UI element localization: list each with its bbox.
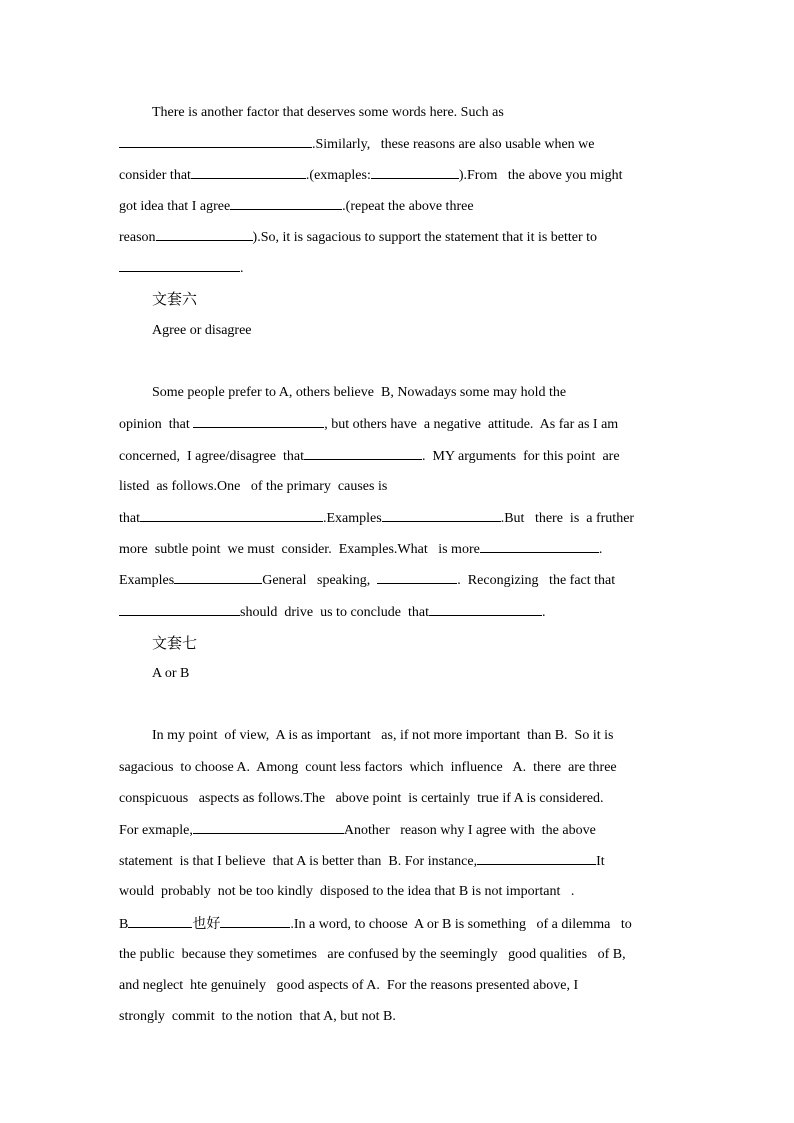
line-text: For exmaple, bbox=[119, 823, 193, 838]
paragraph-line bbox=[119, 228, 597, 247]
line-text: General speaking, bbox=[262, 573, 378, 588]
line-text: more subtle point we must consider. Examples.What is more bbox=[119, 542, 480, 557]
line-text: ).From the above you might bbox=[458, 168, 623, 183]
line-text: concerned, I agree/disagree that bbox=[119, 449, 305, 464]
line-text: Some people prefer to A, others believe B, Nowadays some may hold the bbox=[152, 385, 567, 400]
line-text: .(exmaples: bbox=[305, 168, 371, 183]
paragraph-line bbox=[152, 727, 613, 745]
line-text: B bbox=[119, 917, 129, 932]
line-text: consider that bbox=[119, 168, 191, 183]
line-text: strongly commit to the notion that A, but not B. bbox=[119, 1009, 396, 1024]
fill-blank[interactable] bbox=[128, 915, 192, 928]
line-text: A or B bbox=[152, 666, 190, 681]
line-text: would probably not be too kindly disposed to the idea that B is not important . bbox=[119, 884, 575, 899]
paragraph-line bbox=[119, 946, 626, 964]
line-text: got idea that I agree bbox=[119, 199, 231, 214]
section-subheading bbox=[152, 665, 189, 683]
paragraph-line bbox=[119, 977, 578, 995]
line-text: the public because they sometimes are confused by the seemingly good qualities of B, bbox=[119, 947, 626, 962]
line-text: Agree or disagree bbox=[152, 323, 252, 338]
paragraph-line bbox=[119, 478, 387, 496]
fill-blank[interactable] bbox=[429, 603, 542, 616]
fill-blank[interactable] bbox=[119, 603, 240, 616]
line-text: There is another factor that deserves some words here. Such as bbox=[152, 105, 504, 120]
fill-blank[interactable] bbox=[304, 447, 422, 460]
section-subheading bbox=[152, 322, 252, 340]
fill-blank[interactable] bbox=[174, 571, 262, 584]
line-text: .Similarly, these reasons are also usable when we bbox=[312, 137, 595, 152]
paragraph-line bbox=[119, 915, 632, 934]
fill-blank[interactable] bbox=[193, 821, 344, 834]
section-heading: 文套七 bbox=[152, 634, 198, 652]
paragraph-line bbox=[119, 759, 617, 777]
fill-blank[interactable] bbox=[480, 540, 599, 553]
fill-blank[interactable] bbox=[371, 166, 459, 179]
fill-blank[interactable] bbox=[193, 415, 324, 428]
paragraph-line bbox=[119, 821, 596, 840]
fill-blank[interactable] bbox=[119, 135, 312, 148]
line-text: . bbox=[541, 605, 546, 620]
paragraph-line bbox=[152, 384, 566, 402]
fill-blank[interactable] bbox=[119, 259, 240, 272]
line-text: should drive us to conclude that bbox=[240, 605, 429, 620]
line-text: .(repeat the above three bbox=[342, 199, 474, 214]
paragraph-line bbox=[119, 603, 545, 622]
line-text: Examples bbox=[119, 573, 175, 588]
line-text: listed as follows.One of the primary causes is bbox=[119, 479, 388, 494]
fill-blank[interactable] bbox=[382, 509, 501, 522]
line-text: that bbox=[119, 511, 140, 526]
paragraph-line bbox=[119, 883, 574, 901]
line-text: In my point of view, A is as important as, if not more important than B. So it is bbox=[152, 728, 614, 743]
line-text: conspicuous aspects as follows.The above point is certainly true if A is considered. bbox=[119, 791, 604, 806]
line-text: It bbox=[596, 854, 605, 869]
line-text: Another reason why I agree with the above bbox=[343, 823, 596, 838]
line-text: . Recongizing the fact that bbox=[457, 573, 616, 588]
fill-blank[interactable] bbox=[230, 197, 342, 210]
line-text: . MY arguments for this point are bbox=[422, 449, 620, 464]
paragraph-line bbox=[119, 509, 634, 528]
paragraph-line bbox=[119, 197, 474, 216]
paragraph-line bbox=[119, 1008, 396, 1026]
paragraph-line bbox=[152, 104, 504, 122]
fill-blank[interactable] bbox=[377, 571, 457, 584]
fill-blank[interactable] bbox=[140, 509, 323, 522]
fill-blank[interactable] bbox=[156, 228, 253, 241]
line-text: .Examples bbox=[323, 511, 382, 526]
paragraph-line bbox=[119, 790, 603, 808]
paragraph-line bbox=[119, 540, 602, 559]
paragraph-line bbox=[119, 166, 623, 185]
paragraph-line bbox=[119, 571, 615, 590]
fill-blank[interactable] bbox=[220, 915, 290, 928]
line-text: statement is that I believe that A is better than B. For instance, bbox=[119, 854, 478, 869]
paragraph-line bbox=[119, 447, 620, 466]
line-text: sagacious to choose A. Among count less factors which influence A. there are three bbox=[119, 760, 617, 775]
paragraph-line bbox=[119, 852, 605, 871]
paragraph-line bbox=[119, 135, 595, 154]
line-text: . bbox=[598, 542, 603, 557]
line-text: 也好 bbox=[192, 916, 221, 932]
line-text: reason bbox=[119, 230, 156, 245]
fill-blank[interactable] bbox=[191, 166, 306, 179]
line-text: ).So, it is sagacious to support the statement that it is better to bbox=[252, 230, 598, 245]
section-heading: 文套六 bbox=[152, 290, 198, 308]
paragraph-line bbox=[119, 259, 244, 278]
line-text: . bbox=[240, 261, 244, 276]
fill-blank[interactable] bbox=[477, 852, 596, 865]
paragraph-line bbox=[119, 415, 618, 434]
line-text: opinion that bbox=[119, 417, 194, 432]
line-text: and neglect hte genuinely good aspects of A. For the reasons presented above, I bbox=[119, 978, 579, 993]
line-text: .But there is a fruther bbox=[500, 511, 635, 526]
line-text: .In a word, to choose A or B is something of a dilemma to bbox=[290, 917, 632, 932]
line-text: , but others have a negative attitude. As far as I am bbox=[324, 417, 619, 432]
